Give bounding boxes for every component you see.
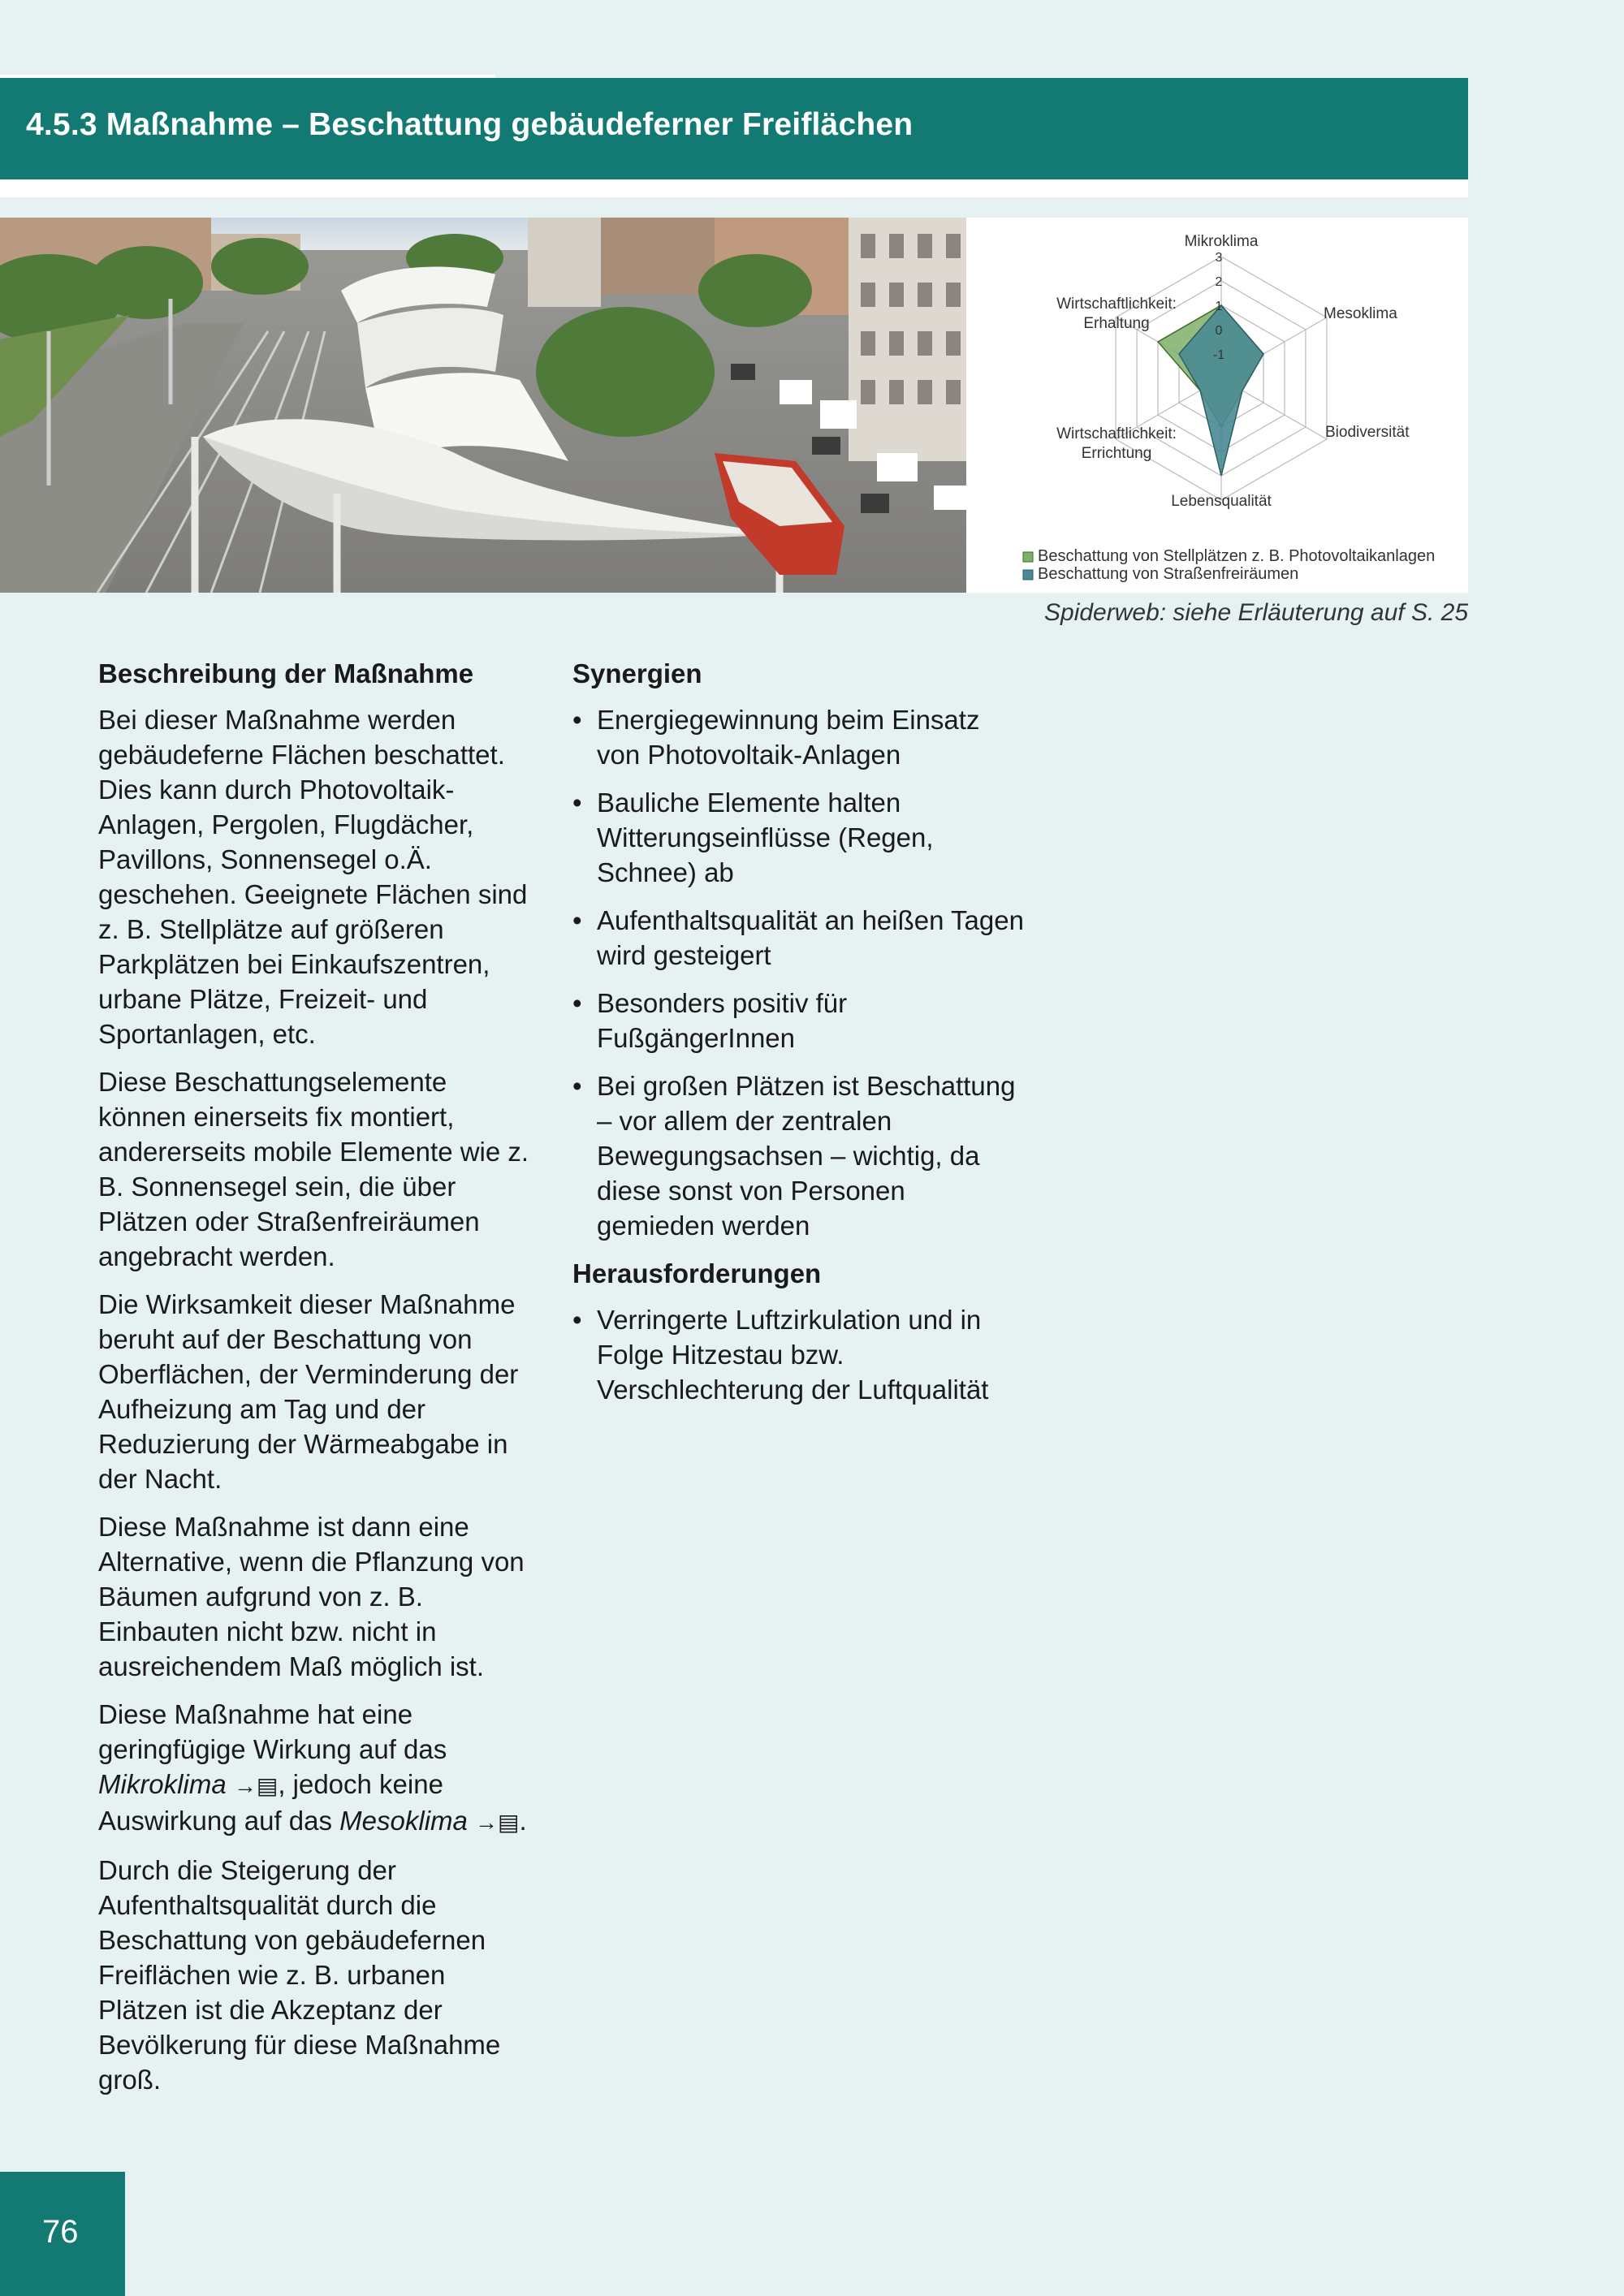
section-title: 4.5.3 Maßnahme – Beschattung gebäudeferner Freiflächen <box>26 107 914 142</box>
axis-label-errichtung-2: Errichtung <box>1081 445 1152 462</box>
axis-label-errichtung-1: Wirtschaftlichkeit: <box>1056 425 1177 442</box>
radar-tick-label: 3 <box>1215 251 1223 265</box>
bullet-icon: • <box>572 1071 582 1101</box>
axis-label-lebensqualitaet: Lebensqualität <box>1171 493 1272 510</box>
legend-swatch-strassenfreiraeume <box>1023 570 1033 580</box>
description-paragraph-6: Durch die Steigerung der Aufenthaltsqualität durch die Beschattung von gebäudefernen Freiflächen wie z. B. urbanen Plätzen ist die Akzeptanz der Bevölkerung für diese Maßnahme groß. <box>98 1855 501 2095</box>
synergy-text: Energiegewinnung beim Einsatz von Photovoltaik-Anlagen <box>597 705 980 770</box>
description-paragraph-1: Bei dieser Maßnahme werden gebäudeferne Flächen beschattet. Dies kann durch Photovoltaik-Anlagen, Pergolen, Flugdächer, Pavillons, Sonnensegel o.Ä. geschehen. Geeignete Flächen sind z. B. Stellplätze auf größeren Parkplätzen bei Einkaufszentren, urbane Plätze, Freizeit- und Sportanlagen, etc. <box>98 705 528 1049</box>
bullet-icon: • <box>572 705 582 735</box>
photo-illustration <box>0 218 966 593</box>
synergy-text: Bauliche Elemente halten Witterungseinflüsse (Regen, Schnee) ab <box>597 788 934 887</box>
radar-tick-label: 1 <box>1215 300 1223 313</box>
list-item <box>572 986 1027 1055</box>
axis-label-erhaltung-1: Wirtschaftlichkeit: <box>1056 296 1177 313</box>
figure-caption: Spiderweb: siehe Erläuterung auf S. 25 <box>1044 599 1468 626</box>
mesoklima-term: Mesoklima <box>339 1806 468 1836</box>
section-header <box>0 78 1468 179</box>
mikroklima-ref-icon[interactable]: →▤ <box>233 1773 279 1798</box>
challenge-text: Verringerte Luftzirkulation und in Folge Hitzestau bzw. Verschlechterung der Luftqualität <box>597 1305 989 1405</box>
axis-label-erhaltung-2: Erhaltung <box>1083 315 1150 332</box>
synergy-text: Besonders positiv für FußgängerInnen <box>597 988 848 1053</box>
synergies-column <box>572 656 1027 1420</box>
bullet-icon: • <box>572 905 582 935</box>
list-item <box>572 903 1027 973</box>
p5-text-b: , jedoch keine Auswirkung auf das <box>98 1769 443 1836</box>
radar-tick-label: 0 <box>1215 324 1223 338</box>
description-paragraph-2: Diese Beschattungselemente können einerseits fix montiert, andererseits mobile Elemente wie z. B. Sonnensegel sein, die über Plätzen oder Straßenfreiräumen angebracht werden. <box>98 1067 529 1271</box>
p5-text-c: . <box>519 1806 527 1836</box>
list-item <box>572 702 1027 772</box>
description-heading: Beschreibung der Maßnahme <box>98 658 474 688</box>
description-paragraph-3: Die Wirksamkeit dieser Maßnahme beruht auf der Beschattung von Oberflächen, der Verminderung der Aufheizung am Tag und der Reduzierung der Wärmeabgabe in der Nacht. <box>98 1289 519 1494</box>
spiderweb-chart <box>966 218 1468 593</box>
synergy-text: Aufenthaltsqualität an heißen Tagen wird gesteigert <box>597 905 1024 970</box>
photo-shade-sails <box>0 218 966 593</box>
legend-label-strassenfreiraeume: Beschattung von Straßenfreiräumen <box>1038 565 1299 583</box>
radar-tick-label: -1 <box>1212 348 1225 362</box>
challenges-heading: Herausforderungen <box>572 1258 822 1288</box>
description-paragraph-4: Diese Maßnahme ist dann eine Alternative, wenn die Pflanzung von Bäumen aufgrund von z. B. Einbauten nicht bzw. nicht in ausreichendem Maß möglich ist. <box>98 1512 525 1681</box>
legend-label-stellplaetze: Beschattung von Stellplätzen z. B. Photovoltaikanlagen <box>1038 547 1436 565</box>
bullet-icon: • <box>572 988 582 1018</box>
bullet-icon: • <box>572 788 582 818</box>
challenges-list <box>572 1302 1027 1407</box>
page-number: 76 <box>42 2214 79 2250</box>
p5-text-a: Diese Maßnahme hat eine geringfügige Wirkung auf das <box>98 1699 447 1764</box>
legend-swatch-stellplaetze <box>1023 552 1033 562</box>
axis-label-mikroklima: Mikroklima <box>1184 233 1259 250</box>
mesoklima-ref-icon[interactable]: →▤ <box>475 1810 520 1835</box>
page-number-box <box>0 2172 125 2296</box>
bullet-icon: • <box>572 1305 582 1335</box>
axis-label-biodiversitaet: Biodiversität <box>1325 424 1410 441</box>
synergies-list <box>572 702 1027 1243</box>
header-strip <box>0 179 1468 197</box>
list-item <box>572 1302 1027 1407</box>
mikroklima-term: Mikroklima <box>98 1769 227 1799</box>
radar-chart-svg <box>966 218 1468 593</box>
description-column <box>98 656 537 2110</box>
list-item <box>572 1068 1027 1243</box>
synergy-text: Bei großen Plätzen ist Beschattung – vor allem der zentralen Bewegungsachsen – wichtig, da diese sonst von Personen gemieden werden <box>597 1071 1016 1241</box>
radar-tick-label: 2 <box>1215 275 1223 289</box>
axis-label-mesoklima: Mesoklima <box>1324 305 1397 322</box>
synergies-heading: Synergien <box>572 658 702 688</box>
description-paragraph-5 <box>98 1697 537 1840</box>
list-item <box>572 785 1027 890</box>
